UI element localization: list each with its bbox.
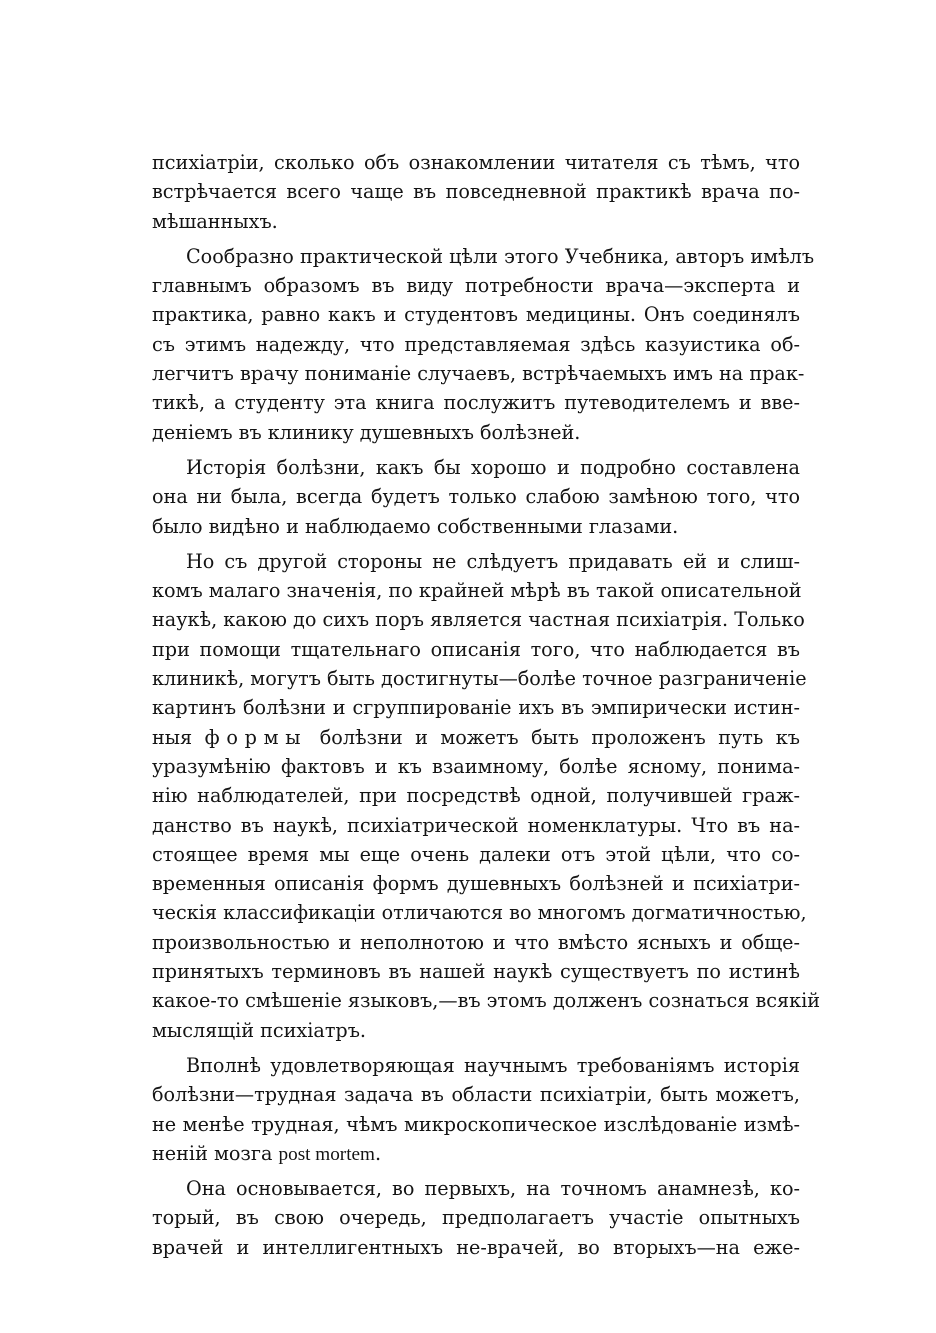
line-segment: ныя	[152, 725, 193, 749]
text-line: торый, въ свою очередь, предполагаетъ участіе опытныхъ	[152, 1206, 800, 1230]
text-line: нію наблюдателей, при посредствѣ одной, получившей граж-	[152, 784, 800, 808]
latin-phrase: post mortem	[278, 1143, 375, 1165]
text-line: встрѣчается всего чаще въ повседневной практикѣ врача по-	[152, 180, 800, 204]
text-line: уразумѣнію фактовъ и къ взаимному, болѣе ясному, понима-	[152, 754, 800, 778]
text-line: произвольностью и неполнотою и что вмѣсто ясныхъ и обще-	[152, 930, 800, 954]
text-line: не менѣе трудная, чѣмъ микроскопическое изслѣдованіе измѣ-	[152, 1112, 800, 1136]
text-line: съ этимъ надежду, что представляемая здѣсь казуистика об-	[152, 332, 800, 356]
text-line: Она основывается, во первыхъ, на точномъ анамнезѣ, ко-	[186, 1177, 800, 1201]
paragraph-2	[152, 242, 815, 447]
text-line: практика, равно какъ и студентовъ медицины. Онъ соединялъ	[152, 303, 800, 327]
text-line: принятыхъ терминовъ въ нашей наукѣ существуетъ по истинѣ	[152, 960, 800, 984]
paragraph-5	[152, 1051, 800, 1168]
text-line: какое-то смѣшеніе языковъ,—въ этомъ долженъ сознаться всякій	[152, 989, 821, 1013]
text-line: мѣшанныхъ.	[152, 209, 278, 233]
text-line: психіатріи, сколько объ ознакомлении читателя съ тѣмъ, что	[152, 151, 800, 174]
text-line: данство въ наукѣ, психіатрической номенклатуры. Что въ на-	[152, 813, 800, 837]
line-segment: .	[374, 1141, 382, 1165]
text-line: Исторія болѣзни, какъ бы хорошо и подробно составлена	[186, 455, 800, 479]
text-line: Сообразно практической цѣли этого Учебника, авторъ имѣлъ	[186, 244, 815, 268]
text-line: мыслящій психіатръ.	[152, 1018, 367, 1042]
text-line: стоящее время мы еще очень далеки отъ этой цѣли, что со-	[152, 842, 800, 866]
paragraph-6	[152, 1174, 800, 1262]
line-segment: болѣзни и можетъ быть проложенъ путь къ	[319, 725, 800, 749]
text-line: врачей и интеллигентныхъ не-врачей, во вторыхъ—на еже-	[152, 1235, 800, 1259]
text-line: главнымъ образомъ въ виду потребности врача—эксперта и	[152, 274, 800, 298]
text-line: комъ малаго значенія, по крайней мѣрѣ въ такой описательной	[152, 579, 802, 603]
text-line: деніемъ въ клинику душевныхъ болѣзней.	[152, 420, 581, 444]
text-line-with-latin	[152, 1139, 800, 1168]
text-line: клиникѣ, могутъ быть достигнуты—болѣе точное разграниченіе	[152, 667, 807, 691]
text-line: болѣзни—трудная задача въ области психіатріи, быть можетъ,	[152, 1083, 800, 1107]
text-line: легчитъ врачу пониманіе случаевъ, встрѣчаемыхъ имъ на прак-	[152, 362, 805, 386]
line-segment: неній мозга	[152, 1141, 273, 1165]
paragraph-1	[152, 148, 800, 236]
paragraph-3	[152, 453, 800, 541]
text-line: ческія классификаціи отличаются во многомъ догматичностью,	[152, 901, 807, 925]
text-line: наукѣ, какою до сихъ поръ является частная психіатрія. Только	[152, 608, 805, 632]
text-line: Но съ другой стороны не слѣдуетъ придавать ей и слиш-	[186, 549, 800, 573]
text-line: Вполнѣ удовлетворяющая научнымъ требованіямъ исторія	[186, 1053, 800, 1077]
text-line: тикѣ, а студенту эта книга послужитъ путеводителемъ и вве-	[152, 391, 800, 415]
text-line: при помощи тщательнаго описанія того, что наблюдается въ	[152, 637, 800, 661]
text-line: было видѣно и наблюдаемо собственными глазами.	[152, 514, 679, 538]
text-line: картинъ болѣзни и сгруппированіе ихъ въ эмпирически истин-	[152, 696, 800, 720]
text-line-with-spaced-word	[152, 723, 800, 752]
text-line: она ни была, всегда будетъ только слабою замѣною того, что	[152, 485, 800, 509]
text-line: временныя описанія формъ душевныхъ болѣзней и психіатри-	[152, 872, 800, 896]
spaced-emphasis-word: формы	[204, 725, 308, 749]
paragraph-4	[152, 547, 821, 1045]
page-text-block	[152, 148, 821, 1268]
